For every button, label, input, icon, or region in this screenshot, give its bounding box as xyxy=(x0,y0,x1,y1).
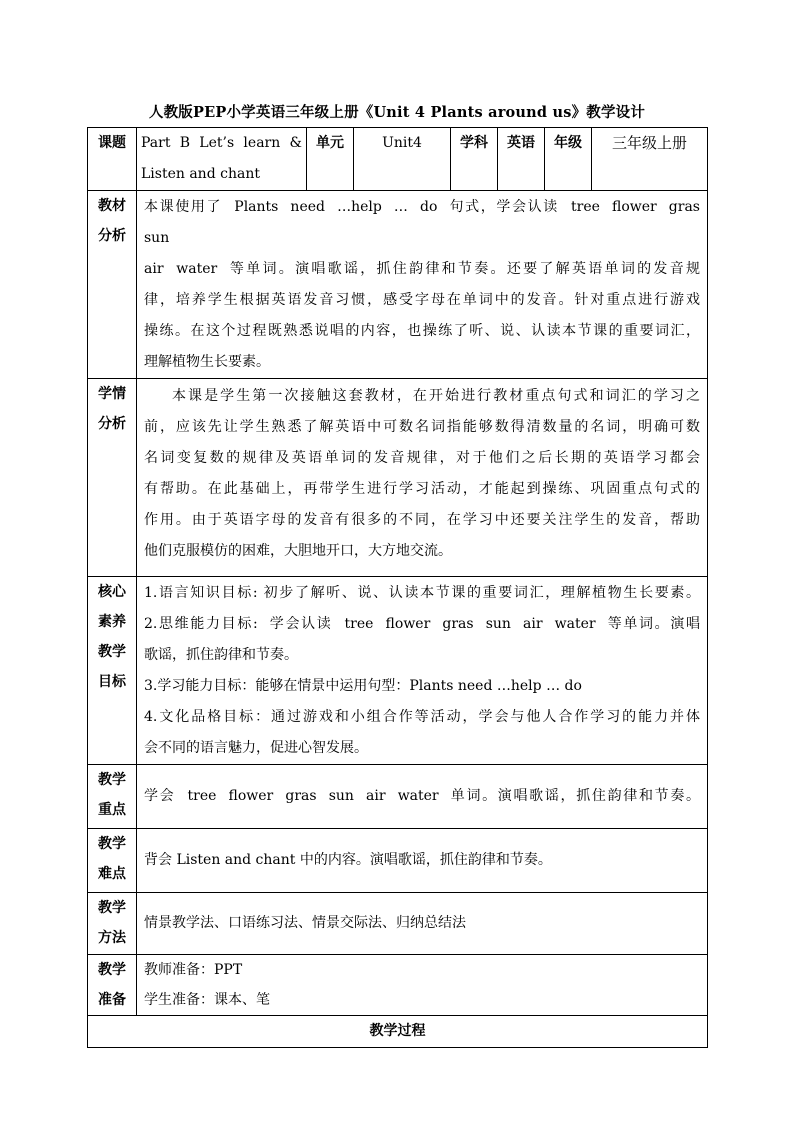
keypoints-text: 学会 tree flower gras sun air water 单词。演唱歌谣，抓住韵律和节奏。 xyxy=(144,788,700,804)
difficulties-text: 背会 Listen and chant 中的内容。演唱歌谣，抓住韵律和节奏。 xyxy=(144,852,552,868)
goals-line: 2.思维能力目标: 学会认读 tree flower gras sun air water 等单词。演唱 xyxy=(144,616,700,632)
learners-line: 他们克服模仿的困难，大胆地开口，大方地交流。 xyxy=(144,543,452,559)
material-line: air water 等单词。演唱歌谣，抓住韵律和节奏。还要了解英语单词的发音规 xyxy=(144,261,700,277)
preparation-label-1: 教学 xyxy=(98,962,126,978)
preparation-student: 学生准备：课本、笔 xyxy=(144,992,270,1008)
difficulties-row xyxy=(88,829,708,893)
process-row xyxy=(88,1016,708,1048)
header-row xyxy=(88,128,708,191)
goals-line: 3.学习能力目标：能够在情景中运用句型：Plants need …help … do xyxy=(144,678,582,694)
goals-line: 4.文化品格目标：通过游戏和小组合作等活动，学会与他人合作学习的能力并体 xyxy=(144,709,700,725)
material-line: 操练。在这个过程既熟悉说唱的内容，也操练了听、说、认读本节课的重要词汇， xyxy=(144,323,700,339)
topic-value-line2: Listen and chant xyxy=(141,166,260,182)
unit-label: 单元 xyxy=(307,128,354,191)
process-heading: 教学过程 xyxy=(88,1016,708,1048)
learners-line: 作用。由于英语字母的发音有很多的不同，在学习中还要关注学生的发音，帮助 xyxy=(144,512,700,528)
methods-label-1: 教学 xyxy=(98,900,126,916)
preparation-label xyxy=(88,955,137,1016)
goals-content xyxy=(137,577,708,765)
difficulties-content xyxy=(137,829,708,893)
methods-row xyxy=(88,893,708,955)
goals-label-3: 教学 xyxy=(98,644,126,660)
goals-label-2: 素养 xyxy=(98,614,126,630)
difficulties-label-1: 教学 xyxy=(98,836,126,852)
material-line: 本课使用了 Plants need …help … do 句式，学会认读 tree flower gras sun xyxy=(144,199,700,246)
learners-content xyxy=(137,379,708,577)
material-row xyxy=(88,191,708,379)
goals-line: 会不同的语言魅力，促进心智发展。 xyxy=(144,740,368,756)
difficulties-label xyxy=(88,829,137,893)
learners-line: 前，应该先让学生熟悉了解英语中可数名词指能够数得清数量的名词，明确可数 xyxy=(144,419,700,435)
document-title: 人教版PEP小学英语三年级上册《Unit 4 Plants around us》教学设计 xyxy=(148,104,646,121)
material-line: 理解植物生长要素。 xyxy=(144,354,270,370)
topic-value xyxy=(137,128,307,191)
grade-value: 三年级上册 xyxy=(592,128,708,191)
keypoints-label-1: 教学 xyxy=(98,772,126,788)
keypoints-row xyxy=(88,765,708,829)
material-line: 律，培养学生根据英语发音习惯，感受字母在单词中的发音。针对重点进行游戏 xyxy=(144,292,700,308)
learners-line: 名词变复数的规律及英语单词的发音规律，对于他们之后长期的英语学习都会 xyxy=(144,450,700,466)
preparation-teacher: 教师准备：PPT xyxy=(144,962,243,978)
preparation-content xyxy=(137,955,708,1016)
material-label-2: 分析 xyxy=(98,228,126,244)
goals-label-4: 目标 xyxy=(98,674,126,690)
keypoints-label-2: 重点 xyxy=(98,802,126,818)
material-content xyxy=(137,191,708,379)
goals-line: 1.语言知识目标: 初步了解听、说、认读本节课的重要词汇，理解植物生长要素。 xyxy=(144,585,700,601)
material-label xyxy=(88,191,137,379)
goals-label-1: 核心 xyxy=(98,584,126,600)
lesson-plan-table xyxy=(87,127,708,1048)
grade-label: 年级 xyxy=(545,128,592,191)
goals-line: 歌谣，抓住韵律和节奏。 xyxy=(144,647,298,663)
methods-label-2: 方法 xyxy=(98,930,126,946)
preparation-label-2: 准备 xyxy=(98,992,126,1008)
learners-line: 有帮助。在此基础上，再带学生进行学习活动，才能起到操练、巩固重点句式的 xyxy=(144,481,700,497)
preparation-row xyxy=(88,955,708,1016)
subject-label: 学科 xyxy=(451,128,498,191)
learners-label xyxy=(88,379,137,577)
topic-label: 课题 xyxy=(88,128,137,191)
learners-label-1: 学情 xyxy=(98,386,126,402)
unit-value: Unit4 xyxy=(354,128,451,191)
keypoints-content xyxy=(137,765,708,829)
goals-row xyxy=(88,577,708,765)
topic-value-line1: Part B Let’s learn & xyxy=(141,135,302,151)
material-label-1: 教材 xyxy=(98,198,126,214)
methods-label xyxy=(88,893,137,955)
difficulties-label-2: 难点 xyxy=(98,866,126,882)
learners-line: 本课是学生第一次接触这套教材，在开始进行教材重点句式和词汇的学习之 xyxy=(172,388,700,404)
goals-label xyxy=(88,577,137,765)
keypoints-label xyxy=(88,765,137,829)
learners-row xyxy=(88,379,708,577)
subject-value: 英语 xyxy=(498,128,545,191)
methods-text: 情景教学法、口语练习法、情景交际法、归纳总结法 xyxy=(144,915,466,931)
methods-content xyxy=(137,893,708,955)
learners-label-2: 分析 xyxy=(98,416,126,432)
